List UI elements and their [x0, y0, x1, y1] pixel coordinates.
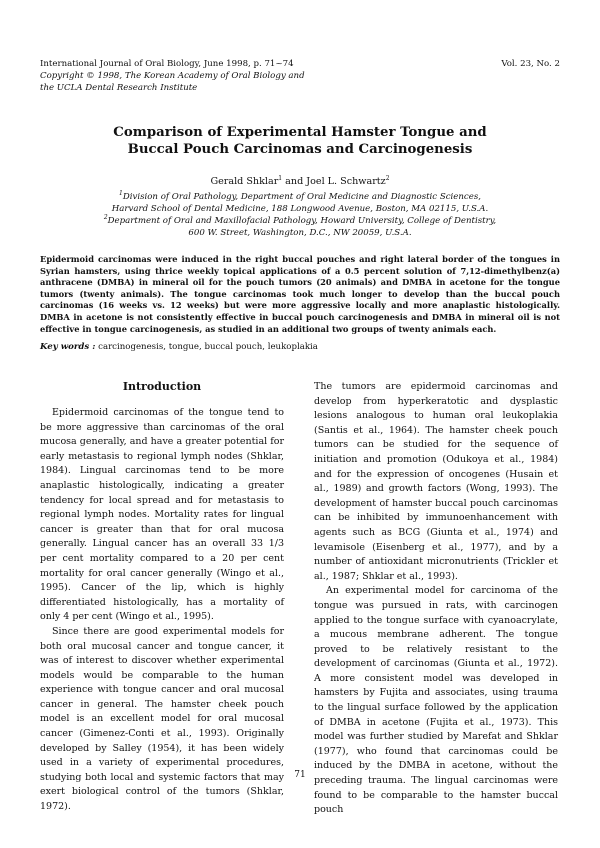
paragraph: An experimental model for carcinoma of the tongue was pursued in rats, with carcinogen applied to the tongue surface with cyanoacrylate, a mucous membrane adherent. The tongue proved to be relatively resistant to the development of carcinomas (Giunta et al., 1972). A more consistent model was developed in hamsters by Fujita and associates, using trauma to the lingual surface followed by the application of DMBA in acetone (Fujita et al., 1973). This model was further studied by Marefat and Shklar (1977), who found that carcinomas could be induced by the DMBA in acetone, without the preceding trauma. The lingual carcinomas were found to be comparable to the hamster buccal pouch — [314, 585, 558, 816]
page-number: 71 — [294, 770, 306, 780]
journal-header — [40, 58, 380, 94]
title-line-2: Buccal Pouch Carcinomas and Carcinogenesis — [127, 142, 473, 157]
affiliation-2-text: Department of Oral and Maxillofacial Pathology, Howard University, College of Dentistry, — [107, 216, 497, 226]
right-column — [314, 380, 558, 818]
keywords — [40, 341, 560, 353]
keywords-text: carcinogenesis, tongue, buccal pouch, leukoplakia — [95, 342, 318, 352]
author-conjunction: and — [282, 176, 307, 187]
left-column — [40, 406, 284, 815]
author-affil-mark: 1 — [278, 174, 283, 182]
journal-citation: International Journal of Oral Biology, June 1998, p. 71~74 — [40, 59, 294, 69]
affiliation-1-address: Harvard School of Dental Medicine, 188 Longwood Avenue, Boston, MA 02115, U.S.A. — [111, 204, 489, 214]
volume-label: Vol. 23, No. 2 — [501, 59, 560, 69]
abstract: Epidermoid carcinomas were induced in the right buccal pouches and right lateral border of the tongues in Syrian hamsters, using thrice weekly topical applications of a 0.5 percent solution of 7,12-dimethylbenz(a) anthracene (DMBA) in mineral oil for the pouch tumors (20 animals) and DMBA in acetone for the tongue tumors (twenty animals). The tongue carcinomas took much longer to develop than the buccal pouch carcinomas (16 weeks vs. 12 weeks) but were more aggressive locally and more anaplastic histologically. DMBA in acetone is not consistently effective in buccal pouch carcinogenesis and DMBA in mineral oil is not effective in tongue carcinogenesis, as studied in an additional two groups of twenty animals each. — [40, 254, 560, 334]
copyright-line-2: the UCLA Dental Research Institute — [40, 83, 198, 93]
affil-mark: 1 — [119, 190, 123, 198]
paragraph: The tumors are epidermoid carcinomas and develop from hyperkeratotic and dysplastic lesions analogous to human oral leukoplakia (Santis et al., 1964). The hamster cheek pouch tumors can be studied for the sequence of initiation and promotion (Odukoya et al., 1984) and for the expression of oncogenes (Husain et al., 1989) and growth factors (Wong, 1993). The development of hamster buccal pouch carcinomas can be inhibited by immunoenhancement with agents such as BCG (Giunta et al., 1974) and levamisole (Eisenberg et al., 1977), and by a number of antioxidant micronutrients (Trickler et al., 1987; Shklar et al., 1993). — [314, 381, 558, 582]
title-line-1: Comparison of Experimental Hamster Tongue and — [113, 125, 487, 140]
author-name: Gerald Shklar — [210, 176, 279, 187]
affil-mark: 2 — [103, 214, 108, 222]
author-affil-mark: 2 — [385, 174, 390, 182]
paper-title — [0, 124, 600, 158]
paragraph: Epidermoid carcinomas of the tongue tend to be more aggressive than carcinomas of the oral mucosa generally, and have a greater potential for early metastasis to regional lymph nodes (Shklar, 1984). Lingual carcinomas tend to be more anaplastic histologically, indicating a greater tendency for local spread and for metastasis to regional lymph nodes. Mortality rates for lingual cancer is greater than that for oral mucosa generally. Lingual cancer has an overall 33 1/3 per cent mortality compared to a 20 per cent mortality for oral cancer generally (Wingo et al., 1995). Cancer of the lip, which is highly differentiated histologically, has a mortality of only 4 per cent (Wingo et al., 1995). — [40, 407, 284, 623]
author-list — [0, 176, 600, 188]
copyright-line: Copyright © 1998, The Korean Academy of Oral Biology and — [40, 71, 305, 81]
affiliation-1 — [60, 191, 540, 203]
section-heading: Introduction — [122, 380, 202, 393]
paragraph: Since there are good experimental models for both oral mucosal cancer and tongue cancer, it was of interest to discover whether experimental models would be comparable to the human experience with tongue cancer and oral mucosal cancer in general. The hamster cheek pouch model is an excellent model for oral mucosal cancer (Gimenez-Conti et al., 1993). Originally developed by Salley (1954), it has been widely used in a variety of experimental procedures, studying both local and systemic factors that may exert biological control of the tumors (Shklar, 1972). — [40, 625, 284, 813]
affiliation-2 — [60, 215, 540, 227]
affiliation-1-text: Division of Oral Pathology, Department of Oral Medicine and Diagnostic Sciences, — [122, 192, 481, 202]
author-name: Joel L. Schwartz — [306, 176, 386, 187]
keywords-label: Key words : — [40, 342, 96, 352]
affiliation-2-address: 600 W. Street, Washington, D.C., NW 20059, U.S.A. — [188, 228, 412, 238]
affiliations — [60, 191, 540, 239]
